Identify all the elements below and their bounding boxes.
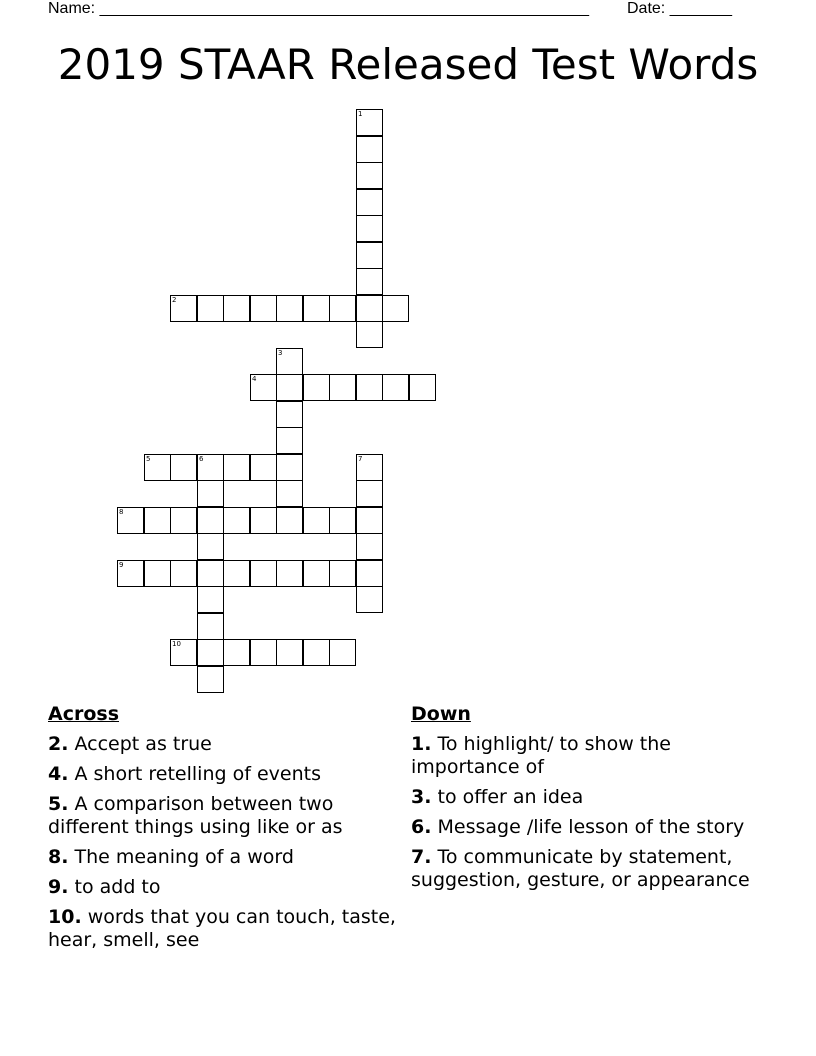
across-heading: Across [48,703,120,725]
grid-cell[interactable] [356,533,383,560]
clue-number: 8 [119,508,124,516]
grid-cell[interactable] [409,374,436,401]
grid-cell[interactable] [250,295,277,322]
across-clues [48,703,398,959]
clue-number: 3 [278,349,283,357]
clue-number: 5 [146,455,151,463]
grid-cell[interactable] [356,507,383,534]
grid-cell[interactable] [303,374,330,401]
grid-cell[interactable] [276,560,303,587]
clue-across-5: 5. A comparison between two different things using like or as [48,793,343,838]
clue-number: 10 [172,640,181,648]
grid-cell[interactable] [356,242,383,269]
grid-cell[interactable] [356,586,383,613]
grid-cell[interactable] [356,109,383,136]
grid-cell[interactable] [356,321,383,348]
grid-cell[interactable] [250,454,277,481]
grid-cell[interactable] [356,215,383,242]
grid-cell[interactable] [197,295,224,322]
clue-across-8: 8. The meaning of a word [48,846,294,868]
grid-cell[interactable] [303,295,330,322]
grid-cell[interactable] [250,507,277,534]
name-field: Name: _______________________________________________________ [48,0,589,17]
grid-cell[interactable] [197,613,224,640]
clue-number: 2 [172,296,177,304]
grid-cell[interactable] [197,666,224,693]
grid-cell[interactable] [303,507,330,534]
page-title: 2019 STAAR Released Test Words [57,40,759,89]
grid-cell[interactable] [356,295,383,322]
grid-cell[interactable] [276,427,303,454]
grid-cell[interactable] [356,374,383,401]
grid-cell[interactable] [356,560,383,587]
date-field: Date: _______ [627,0,732,17]
grid-cell[interactable] [117,507,144,534]
grid-cell[interactable] [170,560,197,587]
grid-cell[interactable] [197,560,224,587]
grid-cell[interactable] [197,507,224,534]
down-heading: Down [411,703,471,725]
grid-cell[interactable] [382,295,409,322]
grid-cell[interactable] [356,480,383,507]
grid-cell[interactable] [276,480,303,507]
grid-cell[interactable] [276,348,303,375]
grid-cell[interactable] [223,507,250,534]
grid-cell[interactable] [276,374,303,401]
grid-cell[interactable] [223,454,250,481]
grid-cell[interactable] [356,268,383,295]
clue-down-3: 3. to offer an idea [411,786,584,808]
clue-number: 1 [358,110,363,118]
clue-number: 4 [252,375,257,383]
clue-across-10: 10. words that you can touch, taste, hear, smell, see [48,906,396,951]
grid-cell[interactable] [144,507,171,534]
grid-cell[interactable] [329,295,356,322]
grid-cell[interactable] [303,560,330,587]
grid-cell[interactable] [356,136,383,163]
grid-cell[interactable] [223,560,250,587]
clue-number: 6 [199,455,204,463]
grid-cell[interactable] [382,374,409,401]
grid-cell[interactable] [144,454,171,481]
clue-number: 7 [358,455,363,463]
grid-cell[interactable] [303,639,330,666]
grid-cell[interactable] [197,533,224,560]
clue-across-4: 4. A short retelling of events [48,763,321,785]
clue-number: 9 [119,561,124,569]
clue-down-1: 1. To highlight/ to show the importance of [411,733,671,778]
grid-cell[interactable] [197,639,224,666]
grid-cell[interactable] [197,586,224,613]
grid-cell[interactable] [276,295,303,322]
grid-cell[interactable] [276,507,303,534]
clue-across-2: 2. Accept as true [48,733,212,755]
grid-cell[interactable] [356,162,383,189]
grid-cell[interactable] [170,639,197,666]
grid-cell[interactable] [250,374,277,401]
clue-across-9: 9. to add to [48,876,161,898]
grid-cell[interactable] [250,639,277,666]
grid-cell[interactable] [329,639,356,666]
grid-cell[interactable] [356,189,383,216]
clue-down-7: 7. To communicate by statement, suggestion, gesture, or appearance [411,846,750,891]
grid-cell[interactable] [276,639,303,666]
grid-cell[interactable] [170,454,197,481]
grid-cell[interactable] [329,374,356,401]
grid-cell[interactable] [170,507,197,534]
down-clues [411,703,771,899]
grid-cell[interactable] [223,639,250,666]
grid-cell[interactable] [117,560,144,587]
grid-cell[interactable] [223,295,250,322]
grid-cell[interactable] [250,560,277,587]
grid-cell[interactable] [356,454,383,481]
grid-cell[interactable] [329,560,356,587]
grid-cell[interactable] [170,295,197,322]
grid-cell[interactable] [144,560,171,587]
clue-down-6: 6. Message /life lesson of the story [411,816,745,838]
grid-cell[interactable] [276,401,303,428]
grid-cell[interactable] [276,454,303,481]
grid-cell[interactable] [197,454,224,481]
grid-cell[interactable] [329,507,356,534]
grid-cell[interactable] [197,480,224,507]
